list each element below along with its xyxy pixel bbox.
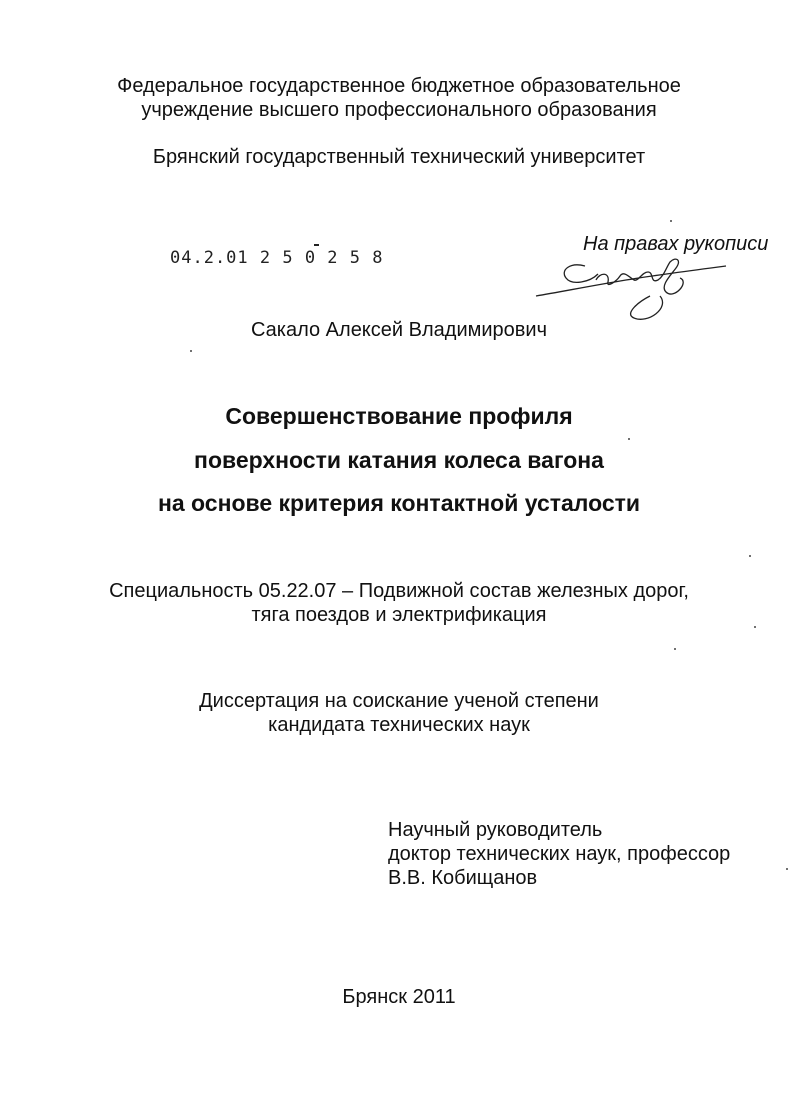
university-name: Брянский государственный технический университет bbox=[152, 146, 646, 168]
supervisor-label: Научный руководитель bbox=[388, 819, 603, 841]
dissertation-line-1: Диссертация на соискание ученой степени bbox=[199, 690, 599, 712]
scan-speck bbox=[786, 868, 788, 870]
title-line-3: на основе критерия контактной усталости bbox=[157, 490, 641, 516]
dissertation-line-2: кандидата технических наук bbox=[268, 714, 530, 736]
supervisor-name: В.В. Кобищанов bbox=[388, 867, 538, 889]
scan-speck bbox=[628, 438, 630, 440]
registration-dash bbox=[314, 244, 319, 246]
city-year: Брянск 2011 bbox=[342, 986, 456, 1008]
scan-speck bbox=[674, 648, 676, 650]
manuscript-note: На правах рукописи bbox=[583, 233, 769, 255]
registration-number: 04.2.01 2 5 0 2 5 8 bbox=[170, 248, 384, 268]
scan-speck bbox=[190, 350, 192, 352]
institution-line-2: учреждение высшего профессионального образования bbox=[141, 99, 657, 121]
specialty-line-2: тяга поездов и электрификация bbox=[251, 604, 547, 626]
signature bbox=[530, 252, 740, 324]
institution-line-1: Федеральное государственное бюджетное образовательное bbox=[117, 75, 681, 97]
scan-speck bbox=[670, 220, 672, 222]
title-line-2: поверхности катания колеса вагона bbox=[194, 447, 604, 473]
title-line-1: Совершенствование профиля bbox=[225, 403, 573, 429]
scan-speck bbox=[754, 626, 756, 628]
specialty-line-1: Специальность 05.22.07 – Подвижной состав железных дорог, bbox=[109, 580, 689, 602]
supervisor-degree: доктор технических наук, профессор bbox=[388, 843, 731, 865]
scan-speck bbox=[749, 555, 751, 557]
author-name: Сакало Алексей Владимирович bbox=[251, 319, 547, 341]
